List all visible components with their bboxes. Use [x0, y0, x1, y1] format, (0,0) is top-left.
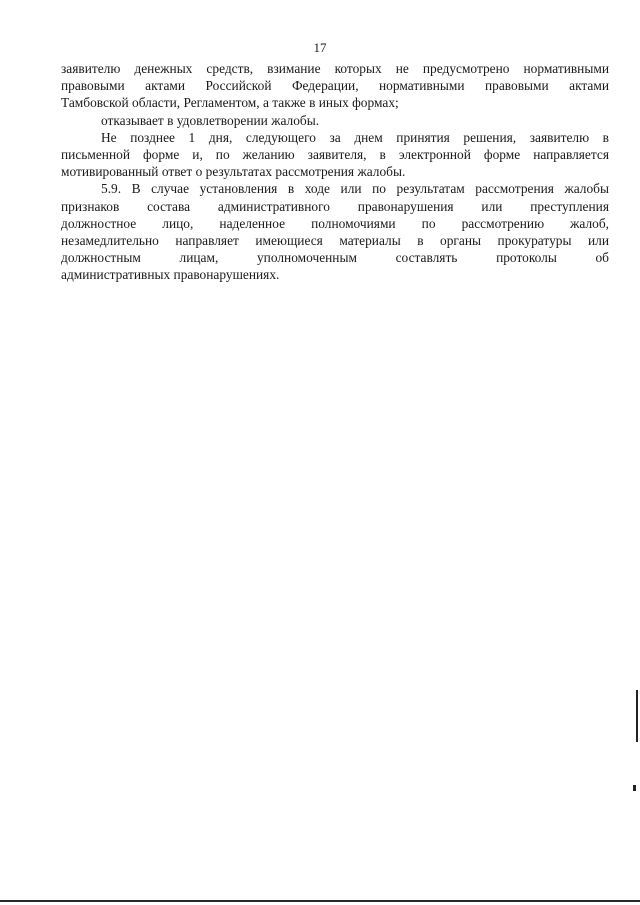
document-body [61, 60, 609, 284]
scan-edge-mark [633, 785, 636, 791]
text-line: незамедлительно направляет имеющиеся материалы в органы прокуратуры или [61, 233, 609, 249]
text-line: 5.9. В случае установления в ходе или по результатам рассмотрения жалобы [101, 181, 609, 197]
text-line: письменной форме и, по желанию заявителя, в электронной форме направляется [61, 147, 609, 163]
text-line: Тамбовской области, Регламентом, а также в иных формах; [61, 95, 399, 111]
text-line: заявителю денежных средств, взимание которых не предусмотрено нормативными [61, 61, 609, 76]
text-line: правовыми актами Российской Федерации, нормативными правовыми актами [61, 78, 609, 94]
paragraph-response-deadline [61, 129, 609, 181]
paragraph-continuation [61, 60, 609, 112]
text-line: административных правонарушениях. [61, 267, 280, 283]
text-line: должностное лицо, наделенное полномочиями по рассмотрению жалоб, [61, 215, 609, 231]
text-line: Не позднее 1 дня, следующего за днем принятия решения, заявителю в [101, 129, 609, 145]
page-number: 17 [313, 40, 327, 55]
text-line: мотивированный ответ о результатах рассмотрения жалобы. [61, 164, 406, 180]
paragraph-5-9 [61, 180, 609, 283]
text-line: должностным лицам, уполномоченным составлять протоколы об [61, 250, 609, 266]
scan-edge-mark [636, 690, 638, 742]
text-line: отказывает в удовлетворении жалобы. [101, 112, 320, 128]
paragraph-refusal [61, 112, 609, 129]
scan-bottom-edge [0, 900, 640, 902]
text-line: признаков состава административного правонарушения или преступления [61, 198, 609, 214]
